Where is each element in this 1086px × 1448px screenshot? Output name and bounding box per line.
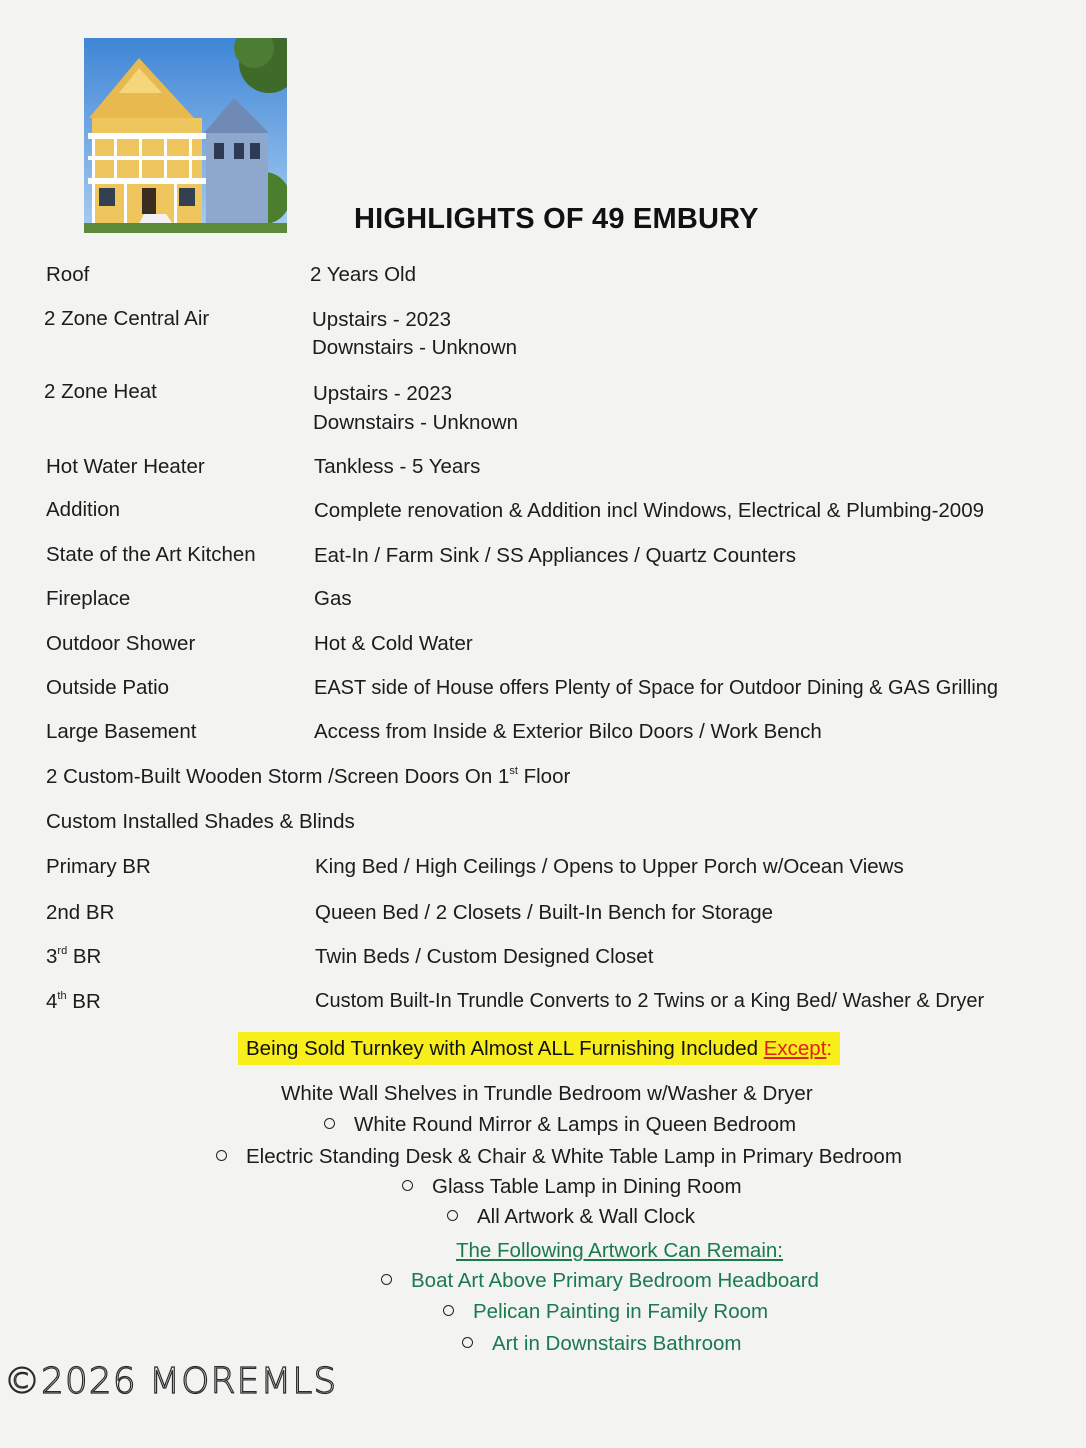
feature-label: Addition [46, 498, 121, 521]
exclusion-item: All Artwork & Wall Clock [447, 1203, 695, 1231]
feature-label: Fireplace [46, 587, 131, 610]
bedroom-label: 4th BR [46, 990, 101, 1013]
bedroom-label: 2nd BR [46, 901, 115, 924]
feature-value: 2 Years Old [310, 263, 416, 286]
exclusion-item: Glass Table Lamp in Dining Room [402, 1173, 742, 1201]
artwork-item: Boat Art Above Primary Bedroom Headboard [381, 1267, 819, 1295]
feature-value: Upstairs - 2023 [312, 308, 452, 331]
feature-value: Access from Inside & Exterior Bilco Doors / Work Bench [314, 720, 822, 743]
bedroom-value: Twin Beds / Custom Designed Closet [315, 945, 654, 968]
bedroom-label: Primary BR [46, 855, 151, 878]
feature-value: Upstairs - 2023 [313, 382, 453, 405]
feature-label: Outdoor Shower [46, 632, 196, 655]
exclusion-item: Electric Standing Desk & Chair & White Table Lamp in Primary Bedroom [216, 1143, 902, 1171]
artwork-item: Pelican Painting in Family Room [443, 1298, 768, 1326]
feature-label: 2 Zone Heat [44, 380, 157, 403]
bedroom-value: Queen Bed / 2 Closets / Built-In Bench for Storage [315, 901, 774, 924]
exclusion-item: White Round Mirror & Lamps in Queen Bedroom [324, 1111, 796, 1139]
artwork-item: Art in Downstairs Bathroom [462, 1330, 742, 1358]
turnkey-banner: Being Sold Turnkey with Almost ALL Furnishing Included Except: [238, 1032, 840, 1065]
bullet-circle-icon [443, 1305, 454, 1316]
bullet-circle-icon [402, 1180, 413, 1191]
storm-doors-line: 2 Custom-Built Wooden Storm /Screen Doors On 1st Floor [46, 765, 571, 788]
feature-value-second-line: Downstairs - Unknown [313, 411, 519, 434]
bullet-circle-icon [216, 1150, 227, 1161]
artwork-heading: The Following Artwork Can Remain: [456, 1239, 783, 1262]
copyright-watermark: ©2026 MOREMLS [4, 1361, 338, 1402]
feature-value: Gas [314, 587, 352, 610]
bedroom-value: Custom Built-In Trundle Converts to 2 Twins or a King Bed/ Washer & Dryer [315, 990, 985, 1012]
bullet-circle-icon [381, 1274, 392, 1285]
house-photo [84, 38, 287, 233]
feature-value: Tankless - 5 Years [314, 455, 481, 478]
feature-label: Large Basement [46, 720, 197, 743]
except-label: Except [763, 1037, 827, 1060]
bedroom-value: King Bed / High Ceilings / Opens to Upper Porch w/Ocean Views [315, 855, 904, 878]
exclusion-item: White Wall Shelves in Trundle Bedroom w/Washer & Dryer [281, 1082, 813, 1105]
bullet-circle-icon [447, 1210, 458, 1221]
feature-value-second-line: Downstairs - Unknown [312, 336, 518, 359]
bedroom-label: 3rd BR [46, 945, 102, 968]
bullet-circle-icon [324, 1118, 335, 1129]
feature-label: Hot Water Heater [46, 455, 205, 478]
page-title: HIGHLIGHTS OF 49 EMBURY [354, 203, 759, 235]
feature-value: Hot & Cold Water [314, 632, 473, 655]
shades-line: Custom Installed Shades & Blinds [46, 810, 355, 833]
bullet-circle-icon [462, 1337, 473, 1348]
feature-label: Outside Patio [46, 676, 170, 699]
feature-value: Complete renovation & Addition incl Windows, Electrical & Plumbing-2009 [314, 499, 985, 522]
feature-label: 2 Zone Central Air [44, 307, 210, 330]
feature-label: State of the Art Kitchen [46, 543, 256, 566]
feature-value: EAST side of House offers Plenty of Space for Outdoor Dining & GAS Grilling [314, 677, 999, 699]
feature-value: Eat-In / Farm Sink / SS Appliances / Quartz Counters [314, 544, 796, 567]
feature-label: Roof [46, 263, 90, 286]
